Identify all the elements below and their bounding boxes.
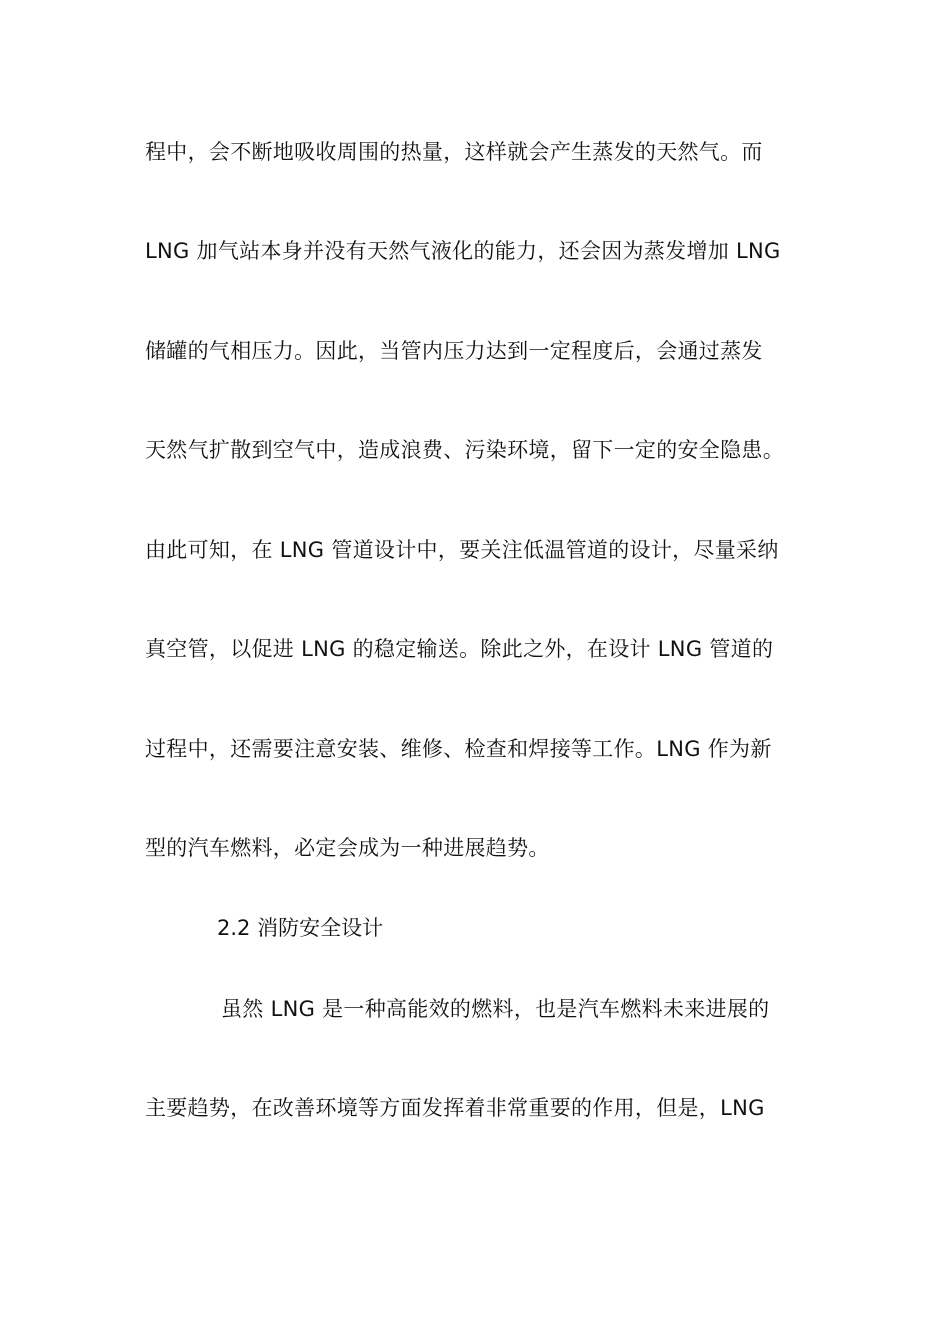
paragraph-line: 由此可知，在 LNG 管道设计中，要关注低温管道的设计，尽量采纳 — [145, 538, 779, 562]
paragraph-line: 主要趋势，在改善环境等方面发挥着非常重要的作用，但是，LNG — [145, 1096, 765, 1120]
paragraph-line: 程中，会不断地吸收周围的热量，这样就会产生蒸发的天然气。而 — [145, 140, 763, 164]
paragraph-line: 过程中，还需要注意安装、维修、检查和焊接等工作。LNG 作为新 — [145, 737, 772, 761]
paragraph-line: 储罐的气相压力。因此，当管内压力达到一定程度后，会通过蒸发 — [145, 339, 763, 363]
paragraph-line: 天然气扩散到空气中，造成浪费、污染环境，留下一定的安全隐患。 — [145, 438, 784, 462]
paragraph-line: 型的汽车燃料，必定会成为一种进展趋势。 — [145, 836, 550, 860]
paragraph-line: 真空管，以促进 LNG 的稳定输送。除此之外，在设计 LNG 管道的 — [145, 637, 774, 661]
paragraph-line: LNG 加气站本身并没有天然气液化的能力，还会因为蒸发增加 LNG — [145, 239, 781, 263]
section-heading: 2.2 消防安全设计 — [217, 916, 384, 940]
paragraph-line: 虽然 LNG 是一种高能效的燃料，也是汽车燃料未来进展的 — [221, 997, 770, 1021]
